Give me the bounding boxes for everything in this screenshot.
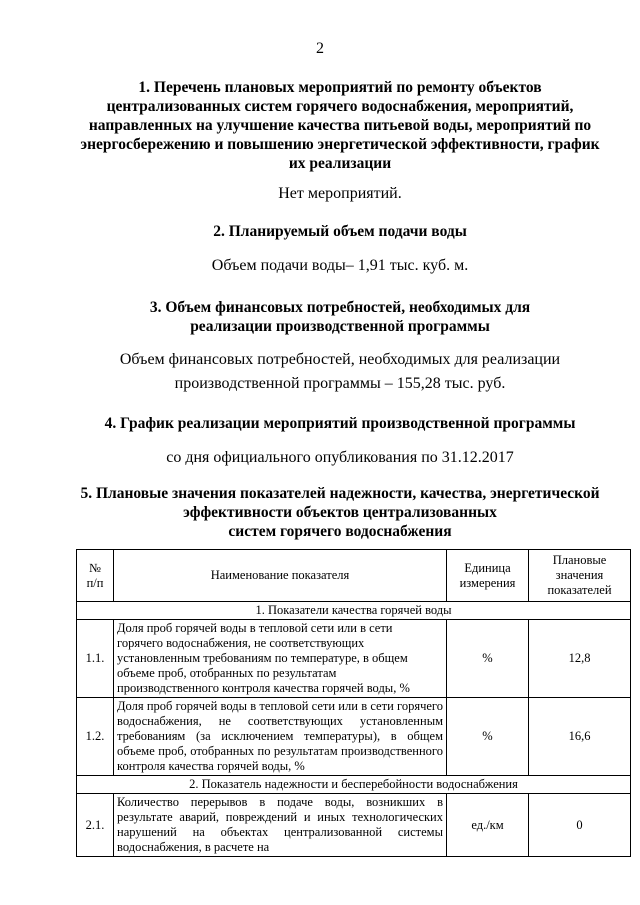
- header-num-line: №: [89, 560, 101, 575]
- section-5-title: [60, 484, 620, 541]
- section-1-title-line: их реализации: [288, 155, 392, 172]
- section-1-title-line: централизованных систем горячего водоснабжения, мероприятий,: [106, 98, 574, 115]
- group-1-title: 1. Показатели качества горячей воды: [77, 602, 631, 620]
- row-unit: %: [447, 620, 529, 698]
- row-num: 1.2.: [77, 698, 114, 776]
- table-row: [77, 698, 631, 776]
- row-value: 12,8: [529, 620, 631, 698]
- header-value-line: показателей: [547, 583, 612, 597]
- row-name-line: установленным требованиям по температуре, в общем: [117, 651, 408, 665]
- section-3-text-line: производственной программы – 155,28 тыс. руб.: [174, 375, 506, 392]
- section-5-title-line: эффективности объектов централизованных: [183, 504, 497, 521]
- section-1-title: [70, 78, 610, 173]
- row-name-line: производственного контроля качества горячей воды, %: [117, 681, 410, 695]
- header-unit-line: Единица: [464, 560, 511, 575]
- header-value-line: Плановые: [552, 553, 607, 567]
- section-1-title-line: направленных на улучшение качества питьевой воды, мероприятий по: [88, 117, 592, 134]
- header-num-line: п/п: [86, 575, 104, 590]
- row-name: Доля проб горячей воды в тепловой сети или в сети горячего водоснабжения, не соответствующих установленным требованиям (за исключением температуры), в общем объеме проб, отобранных по результатам производственного контроля качества горячей воды, %: [114, 698, 447, 776]
- section-4-title: 4. График реализации мероприятий производственной программы: [104, 415, 576, 432]
- header-num: [77, 550, 114, 602]
- table-header-row: [77, 550, 631, 602]
- section-3-title: [70, 298, 610, 336]
- section-2-text: Объем подачи воды– 1,91 тыс. куб. м.: [211, 257, 469, 274]
- table-row: [77, 620, 631, 698]
- section-3-title-line: 3. Объем финансовых потребностей, необходимых для: [149, 299, 531, 316]
- group-2-title: 2. Показатель надежности и бесперебойности водоснабжения: [77, 776, 631, 794]
- row-name-line: объеме проб, отобранных по результатам: [117, 666, 337, 680]
- section-1-text: Нет мероприятий.: [278, 185, 402, 202]
- table-group-row: [77, 776, 631, 794]
- section-4-text: со дня официального опубликования по 31.12.2017: [166, 449, 514, 466]
- row-unit: %: [447, 698, 529, 776]
- header-unit: [447, 550, 529, 602]
- page-number: 2: [316, 40, 324, 57]
- row-unit: ед./км: [447, 794, 529, 857]
- section-2-title: 2. Планируемый объем подачи воды: [213, 223, 467, 240]
- section-3-text-line: Объем финансовых потребностей, необходимых для реализации: [119, 351, 561, 368]
- indicators-table: [76, 549, 631, 857]
- section-5-title-line: систем горячего водоснабжения: [228, 523, 452, 540]
- row-name-line: горячего водоснабжения, не соответствующих: [117, 636, 365, 650]
- section-1-title-line: 1. Перечень плановых мероприятий по ремонту объектов: [138, 79, 542, 96]
- section-3-text: [70, 348, 610, 396]
- section-3-title-line: реализации производственной программы: [190, 318, 490, 335]
- header-unit-line: измерения: [459, 575, 516, 590]
- row-name: Количество перерывов в подаче воды, возникших в результате аварий, повреждений и иных технологических нарушений на объектах централизованной системы водоснабжения, в расчете на: [114, 794, 447, 857]
- row-num: 1.1.: [77, 620, 114, 698]
- section-1-title-line: энергосбережению и повышению энергетической эффективности, график: [80, 136, 600, 153]
- row-name-line: Доля проб горячей воды в тепловой сети или в сети: [117, 621, 393, 635]
- header-value-line: значения: [555, 568, 604, 582]
- row-name: [114, 620, 447, 698]
- row-value: 0: [529, 794, 631, 857]
- table-group-row: [77, 602, 631, 620]
- row-value: 16,6: [529, 698, 631, 776]
- header-name: Наименование показателя: [114, 550, 447, 602]
- row-num: 2.1.: [77, 794, 114, 857]
- header-value: [529, 550, 631, 602]
- table-row: [77, 794, 631, 857]
- section-5-title-line: 5. Плановые значения показателей надежности, качества, энергетической: [80, 485, 600, 502]
